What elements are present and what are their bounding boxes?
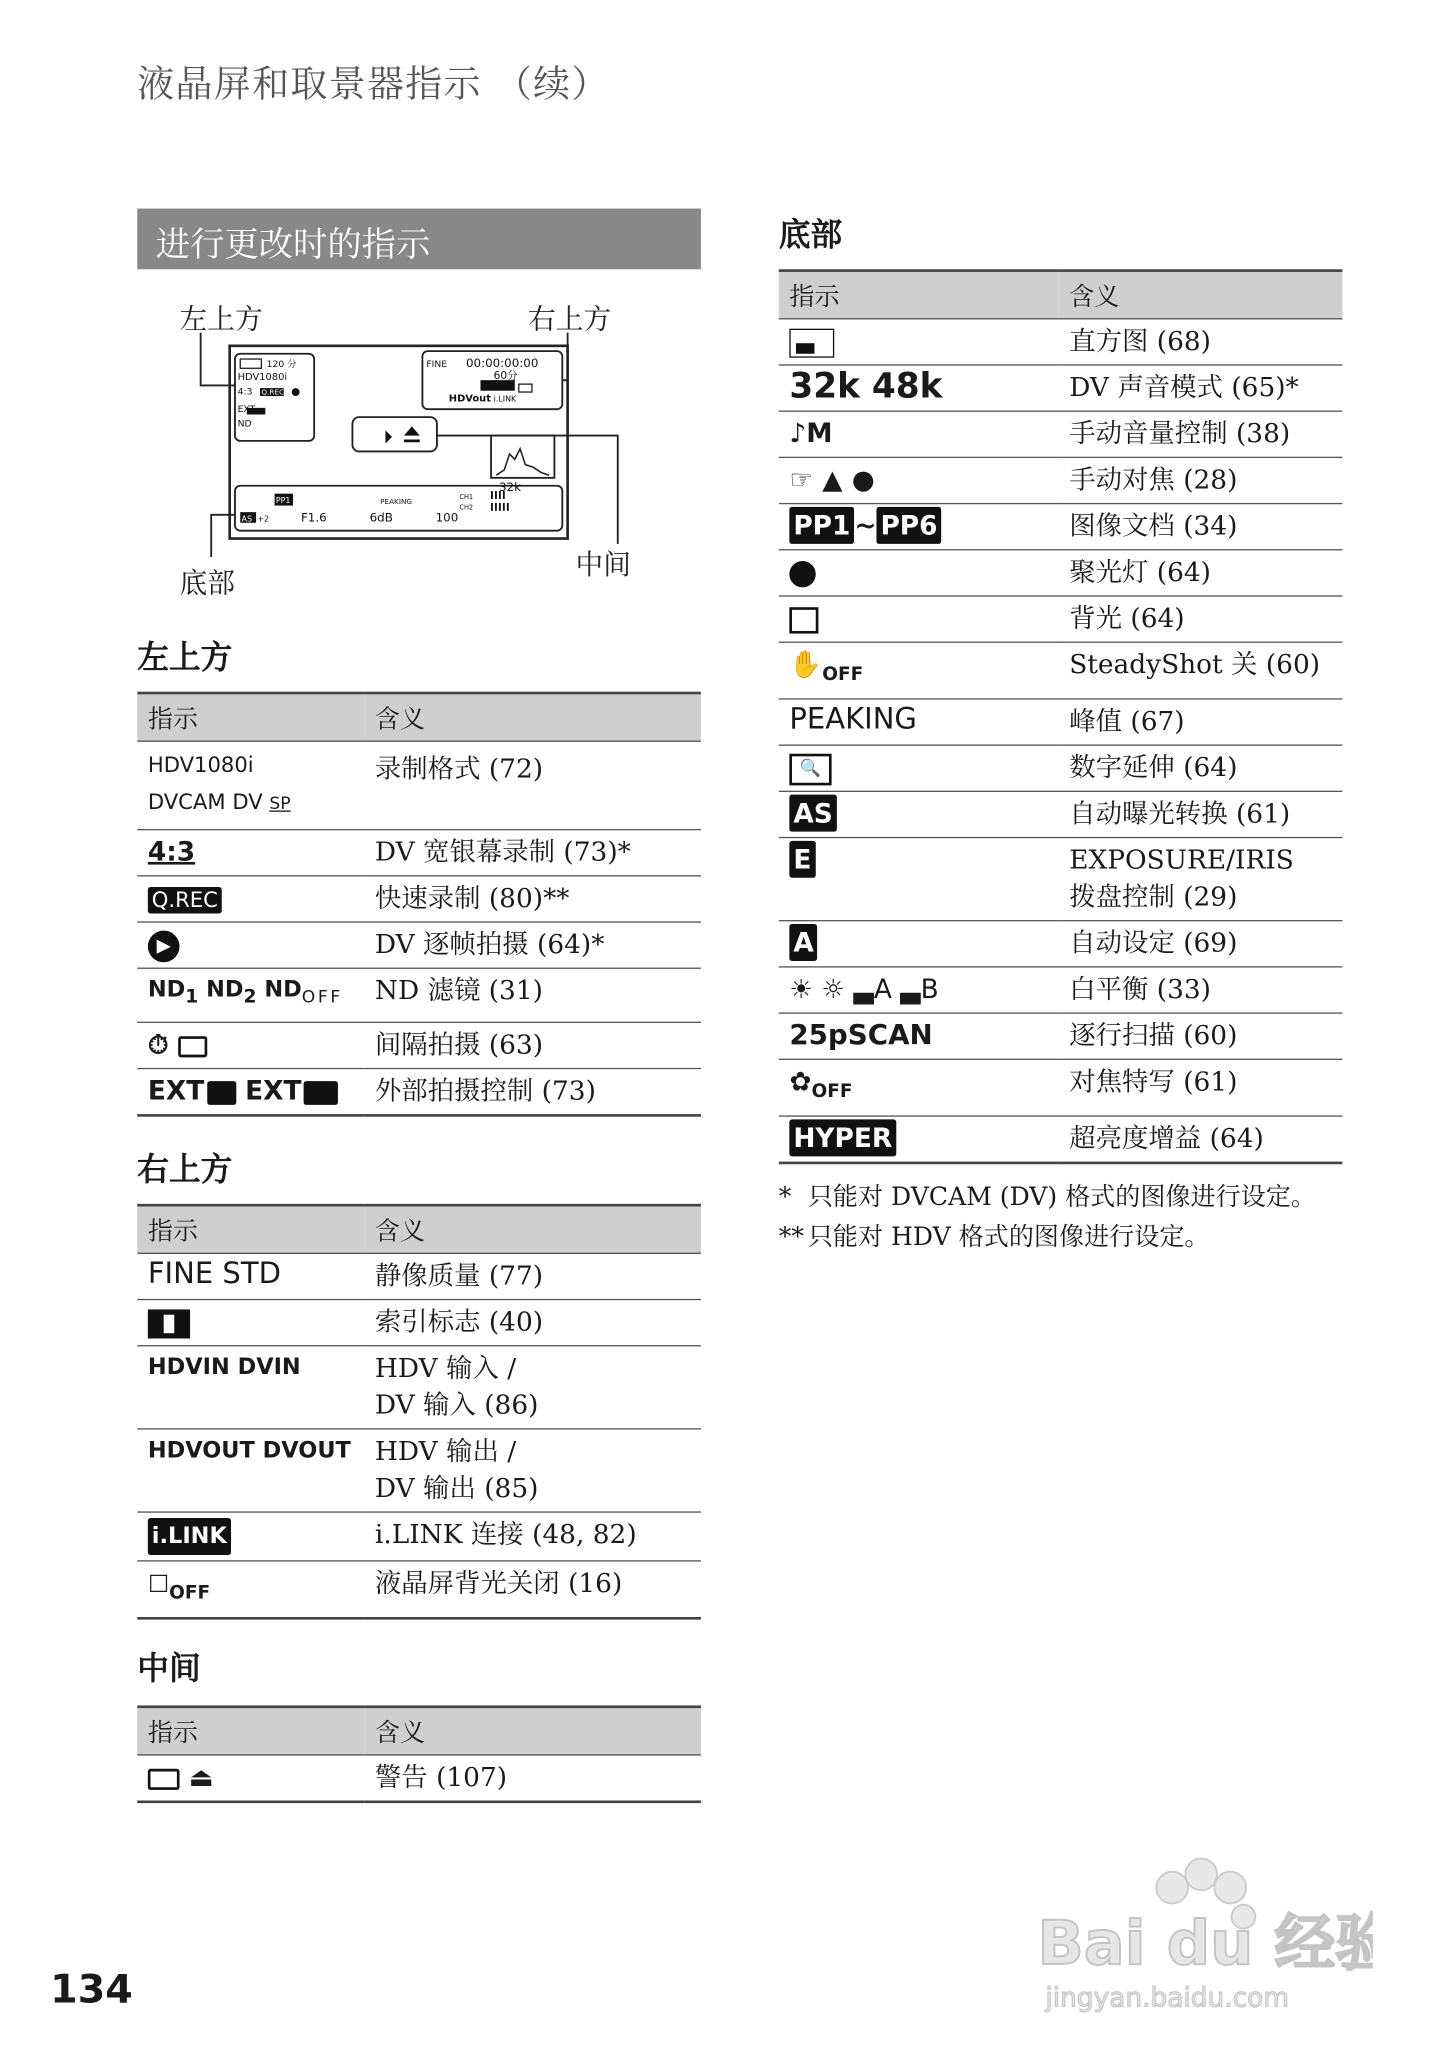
meaning-cell: 背光 (64) — [1059, 596, 1343, 642]
focus-far-icon: ▲ — [822, 463, 843, 496]
nd2-indicator: $ND_2$ — [206, 976, 257, 1008]
table-row — [137, 1512, 701, 1561]
wide-43-indicator: 4:3 — [147, 835, 196, 868]
exposure-iris-indicator: E — [789, 841, 815, 878]
bottom-table — [779, 269, 1343, 1164]
table-row — [779, 319, 1343, 365]
table-row — [779, 791, 1343, 837]
meaning-cell: 白平衡 (33) — [1059, 967, 1343, 1013]
meaning-cell — [1059, 838, 1343, 921]
fine-text: FINE — [426, 358, 448, 370]
eject-icon: ⏏ — [188, 1760, 214, 1793]
meaning-cell: 录制格式 (72) — [364, 741, 701, 829]
table-row — [137, 1561, 701, 1618]
ch2-text: CH2 — [459, 503, 474, 512]
meaning-cell: 手动对焦 (28) — [1059, 457, 1343, 503]
meaning-line-1: HDV 输出 / — [374, 1434, 517, 1467]
meaning-cell: 手动音量控制 (38) — [1059, 411, 1343, 457]
table-header — [137, 1707, 701, 1755]
nd-text: ND — [237, 418, 252, 430]
pp6-indicator: PP6 — [876, 507, 941, 544]
as-val-text: +2 — [257, 514, 270, 524]
ext1-indicator: EXT — [148, 1075, 236, 1107]
meaning-cell: 图像文档 (34) — [1059, 504, 1343, 550]
as-text: AS — [241, 514, 252, 524]
dvin-indicator: DVIN — [237, 1354, 301, 1381]
table-row — [779, 365, 1343, 411]
table-row — [779, 699, 1343, 745]
table-row — [137, 876, 701, 922]
meaning-cell: 间隔拍摄 (63) — [364, 1023, 701, 1069]
shutter-text: 100 — [435, 510, 459, 525]
section-bar — [137, 209, 701, 270]
table-row — [779, 1013, 1343, 1059]
sp-indicator: SP — [269, 794, 291, 815]
hdv1080i-indicator: HDV1080i — [147, 752, 254, 778]
meaning-line-1: HDV 输入 / — [374, 1351, 517, 1384]
col-meaning: 含义 — [364, 1205, 701, 1253]
footnotes — [779, 1177, 1316, 1256]
top-right-table — [137, 1204, 701, 1620]
table-row — [779, 745, 1343, 791]
col-meaning: 含义 — [364, 1707, 701, 1755]
backlight-off-icon: ☐ — [147, 1570, 170, 1599]
interval-rec-icon: ⏱ — [147, 1028, 169, 1061]
meaning-cell — [364, 1346, 701, 1429]
fine-indicator: FINE — [147, 1257, 214, 1291]
meaning-cell: SteadyShot 关 (60) — [1059, 642, 1343, 699]
table-row — [137, 1023, 701, 1069]
meaning-line-2: DV 输入 (86) — [374, 1388, 539, 1421]
table-row — [137, 830, 701, 876]
auto-set-indicator: A — [789, 924, 817, 961]
focus-near-icon: ● — [851, 463, 875, 496]
off-text: OFF — [822, 663, 864, 686]
ext-text: EXT — [237, 403, 256, 415]
table-row — [779, 504, 1343, 550]
wb-onepush-b-icon: ▃B — [900, 972, 939, 1005]
bottom-heading: 底部 — [778, 216, 843, 254]
std-indicator: STD — [222, 1257, 281, 1291]
table-row — [779, 550, 1343, 596]
meaning-cell: 自动曝光转换 (61) — [1059, 791, 1343, 837]
table-row — [137, 1300, 701, 1346]
meaning-cell: ND 滤镜 (31) — [364, 968, 701, 1023]
paw-logo-icon — [1030, 1851, 1373, 2023]
pp1-indicator: PP1 — [789, 507, 854, 544]
meaning-cell: 索引标志 (40) — [364, 1300, 701, 1346]
meaning-line-1: EXPOSURE/IRIS — [1069, 843, 1294, 876]
col-meaning: 含义 — [1059, 271, 1343, 319]
battery-min-text: 120 分 — [266, 358, 297, 370]
meaning-cell: DV 逐帧拍摄 (64)* — [364, 922, 701, 968]
watermark-url: jingyan.baidu.com — [1045, 1982, 1289, 2014]
display-diagram-svg — [172, 293, 634, 605]
hdvout-text: HDVout — [448, 393, 491, 405]
hdvout-indicator: HDVOUT — [147, 1437, 255, 1464]
middle-table — [137, 1705, 701, 1803]
table-row — [779, 1059, 1343, 1116]
timecode-text: 00:00:00:00 — [465, 355, 539, 370]
meaning-cell: i.LINK 连接 (48, 82) — [364, 1512, 701, 1561]
dvcam-indicator: DVCAM — [147, 789, 226, 815]
auto-shift-indicator: AS — [789, 795, 836, 832]
index-mark-icon — [148, 1309, 190, 1338]
table-row — [779, 457, 1343, 503]
middle-heading: 中间 — [137, 1650, 201, 1687]
dv-indicator: DV — [232, 789, 263, 815]
meaning-cell: 聚光灯 (64) — [1059, 550, 1343, 596]
meaning-cell: 峰值 (67) — [1059, 699, 1343, 745]
table-row — [137, 1429, 701, 1512]
top-left-table — [137, 692, 701, 1118]
top-left-heading: 左上方 — [137, 638, 233, 676]
wb-onepush-a-icon: ▃A — [853, 972, 892, 1005]
diagram-label-middle: 中间 — [575, 549, 631, 581]
diagram-label-top-right: 右上方 — [528, 303, 612, 336]
meaning-cell: 数字延伸 (64) — [1059, 745, 1343, 791]
steadyshot-off-icon: ✋ — [789, 648, 823, 680]
meaning-cell: 快速录制 (80)** — [364, 876, 701, 922]
format-text: HDV1080i — [237, 372, 288, 384]
diagram-label-bottom: 底部 — [179, 567, 235, 600]
remaining-text: 60分 — [493, 369, 518, 382]
table-row — [137, 1069, 701, 1116]
meaning-cell — [364, 1429, 701, 1512]
meaning-cell: 液晶屏背光关闭 (16) — [364, 1561, 701, 1618]
peaking-indicator: PEAKING — [789, 703, 917, 737]
tape-icon — [178, 1036, 207, 1057]
gain-text: 6dB — [369, 510, 393, 525]
meaning-cell: 对焦特写 (61) — [1059, 1059, 1343, 1116]
table-row — [137, 968, 701, 1023]
meaning-cell: 逐行扫描 (60) — [1059, 1013, 1343, 1059]
off-text: OFF — [169, 1582, 211, 1604]
top-right-heading: 右上方 — [137, 1151, 233, 1188]
range-separator: ~ — [854, 509, 877, 542]
digital-extender-icon: 🔍 — [789, 753, 831, 785]
meaning-line-2: 拨盘控制 (29) — [1069, 880, 1238, 913]
meaning-cell: 直方图 (68) — [1059, 319, 1343, 365]
tele-macro-icon: ✿ — [789, 1065, 812, 1097]
hyper-gain-indicator: HYPER — [789, 1119, 896, 1156]
page-title: 液晶屏和取景器指示 （续） — [137, 62, 610, 106]
audio-48k-indicator: 48k — [871, 366, 943, 407]
section-title: 进行更改时的指示 — [155, 225, 431, 266]
display-diagram — [172, 293, 634, 605]
table-row — [779, 411, 1343, 457]
table-row — [779, 921, 1343, 967]
col-indicator: 指示 — [779, 271, 1059, 319]
page-number: 134 — [50, 1966, 133, 2014]
table-row — [779, 1116, 1343, 1163]
table-row — [137, 922, 701, 968]
hdvin-indicator: HDVIN — [147, 1354, 230, 1381]
nd1-indicator: $ND_1$ — [147, 976, 199, 1008]
off-text: OFF — [811, 1081, 853, 1103]
ext2-indicator: EXT — [245, 1075, 338, 1107]
table-row — [137, 1755, 701, 1802]
wb-indoor-icon: ☼ — [821, 972, 846, 1005]
meaning-line-2: DV 输出 (85) — [374, 1471, 539, 1504]
table-row — [137, 1253, 701, 1299]
wb-outdoor-icon: ☀ — [789, 972, 814, 1005]
table-row — [137, 1346, 701, 1429]
frame-rec-icon: ▶ — [148, 930, 180, 962]
meaning-cell: 超亮度增益 (64) — [1059, 1116, 1343, 1163]
ilink-indicator: i.LINK — [148, 1518, 231, 1555]
indicator-cell — [137, 741, 364, 829]
baidu-watermark — [1030, 1851, 1373, 2023]
meaning-cell: 自动设定 (69) — [1059, 921, 1343, 967]
table-row — [779, 838, 1343, 921]
aspect-text: 4:3 — [237, 386, 253, 398]
meaning-cell: 静像质量 (77) — [364, 1253, 701, 1299]
qrec-indicator: Q.REC — [148, 887, 222, 913]
table-row — [137, 741, 701, 829]
table-header — [137, 693, 701, 741]
meaning-cell: 警告 (107) — [364, 1755, 701, 1802]
col-indicator: 指示 — [137, 693, 364, 741]
table-row — [779, 642, 1343, 699]
spotlight-icon — [789, 560, 815, 586]
col-indicator: 指示 — [137, 1205, 364, 1253]
table-row — [779, 967, 1343, 1013]
progressive-scan-indicator: 25pSCAN — [789, 1019, 933, 1051]
peaking-text: PEAKING — [380, 497, 413, 507]
table-header — [779, 271, 1343, 319]
footnote: ** 只能对 HDV 格式的图像进行设定。 — [778, 1222, 1210, 1252]
pp-text: PP1 — [275, 495, 291, 505]
tape-warning-icon — [148, 1768, 180, 1789]
footnote: * 只能对 DVCAM (DV) 格式的图像进行设定。 — [778, 1182, 1316, 1212]
backlight-icon — [789, 607, 818, 633]
ndoff-indicator: $ND_{OFF}$ — [264, 976, 343, 1008]
audio-mode-text: 32k — [498, 480, 521, 495]
iris-text: F1.6 — [300, 510, 327, 525]
diagram-label-top-left: 左上方 — [179, 303, 263, 336]
watermark-brand: Bai du 经验 — [1037, 1909, 1373, 1980]
table-row — [779, 596, 1343, 642]
table-header — [137, 1205, 701, 1253]
dvout-indicator: DVOUT — [262, 1437, 351, 1464]
qrec-text: Q.REC — [261, 387, 285, 397]
meaning-cell: 外部拍摄控制 (73) — [364, 1069, 701, 1116]
col-meaning: 含义 — [364, 693, 701, 741]
histogram-icon — [789, 328, 834, 357]
col-indicator: 指示 — [137, 1707, 364, 1755]
manual-volume-icon: ♪M — [789, 417, 833, 449]
ch1-text: CH1 — [459, 492, 474, 501]
meaning-cell: DV 宽银幕录制 (73)* — [364, 830, 701, 876]
focus-hand-icon: ☞ — [789, 463, 814, 496]
audio-32k-indicator: 32k — [789, 366, 860, 407]
meaning-cell: DV 声音模式 (65)* — [1059, 365, 1343, 411]
ilink-text: i.LINK — [493, 394, 517, 404]
